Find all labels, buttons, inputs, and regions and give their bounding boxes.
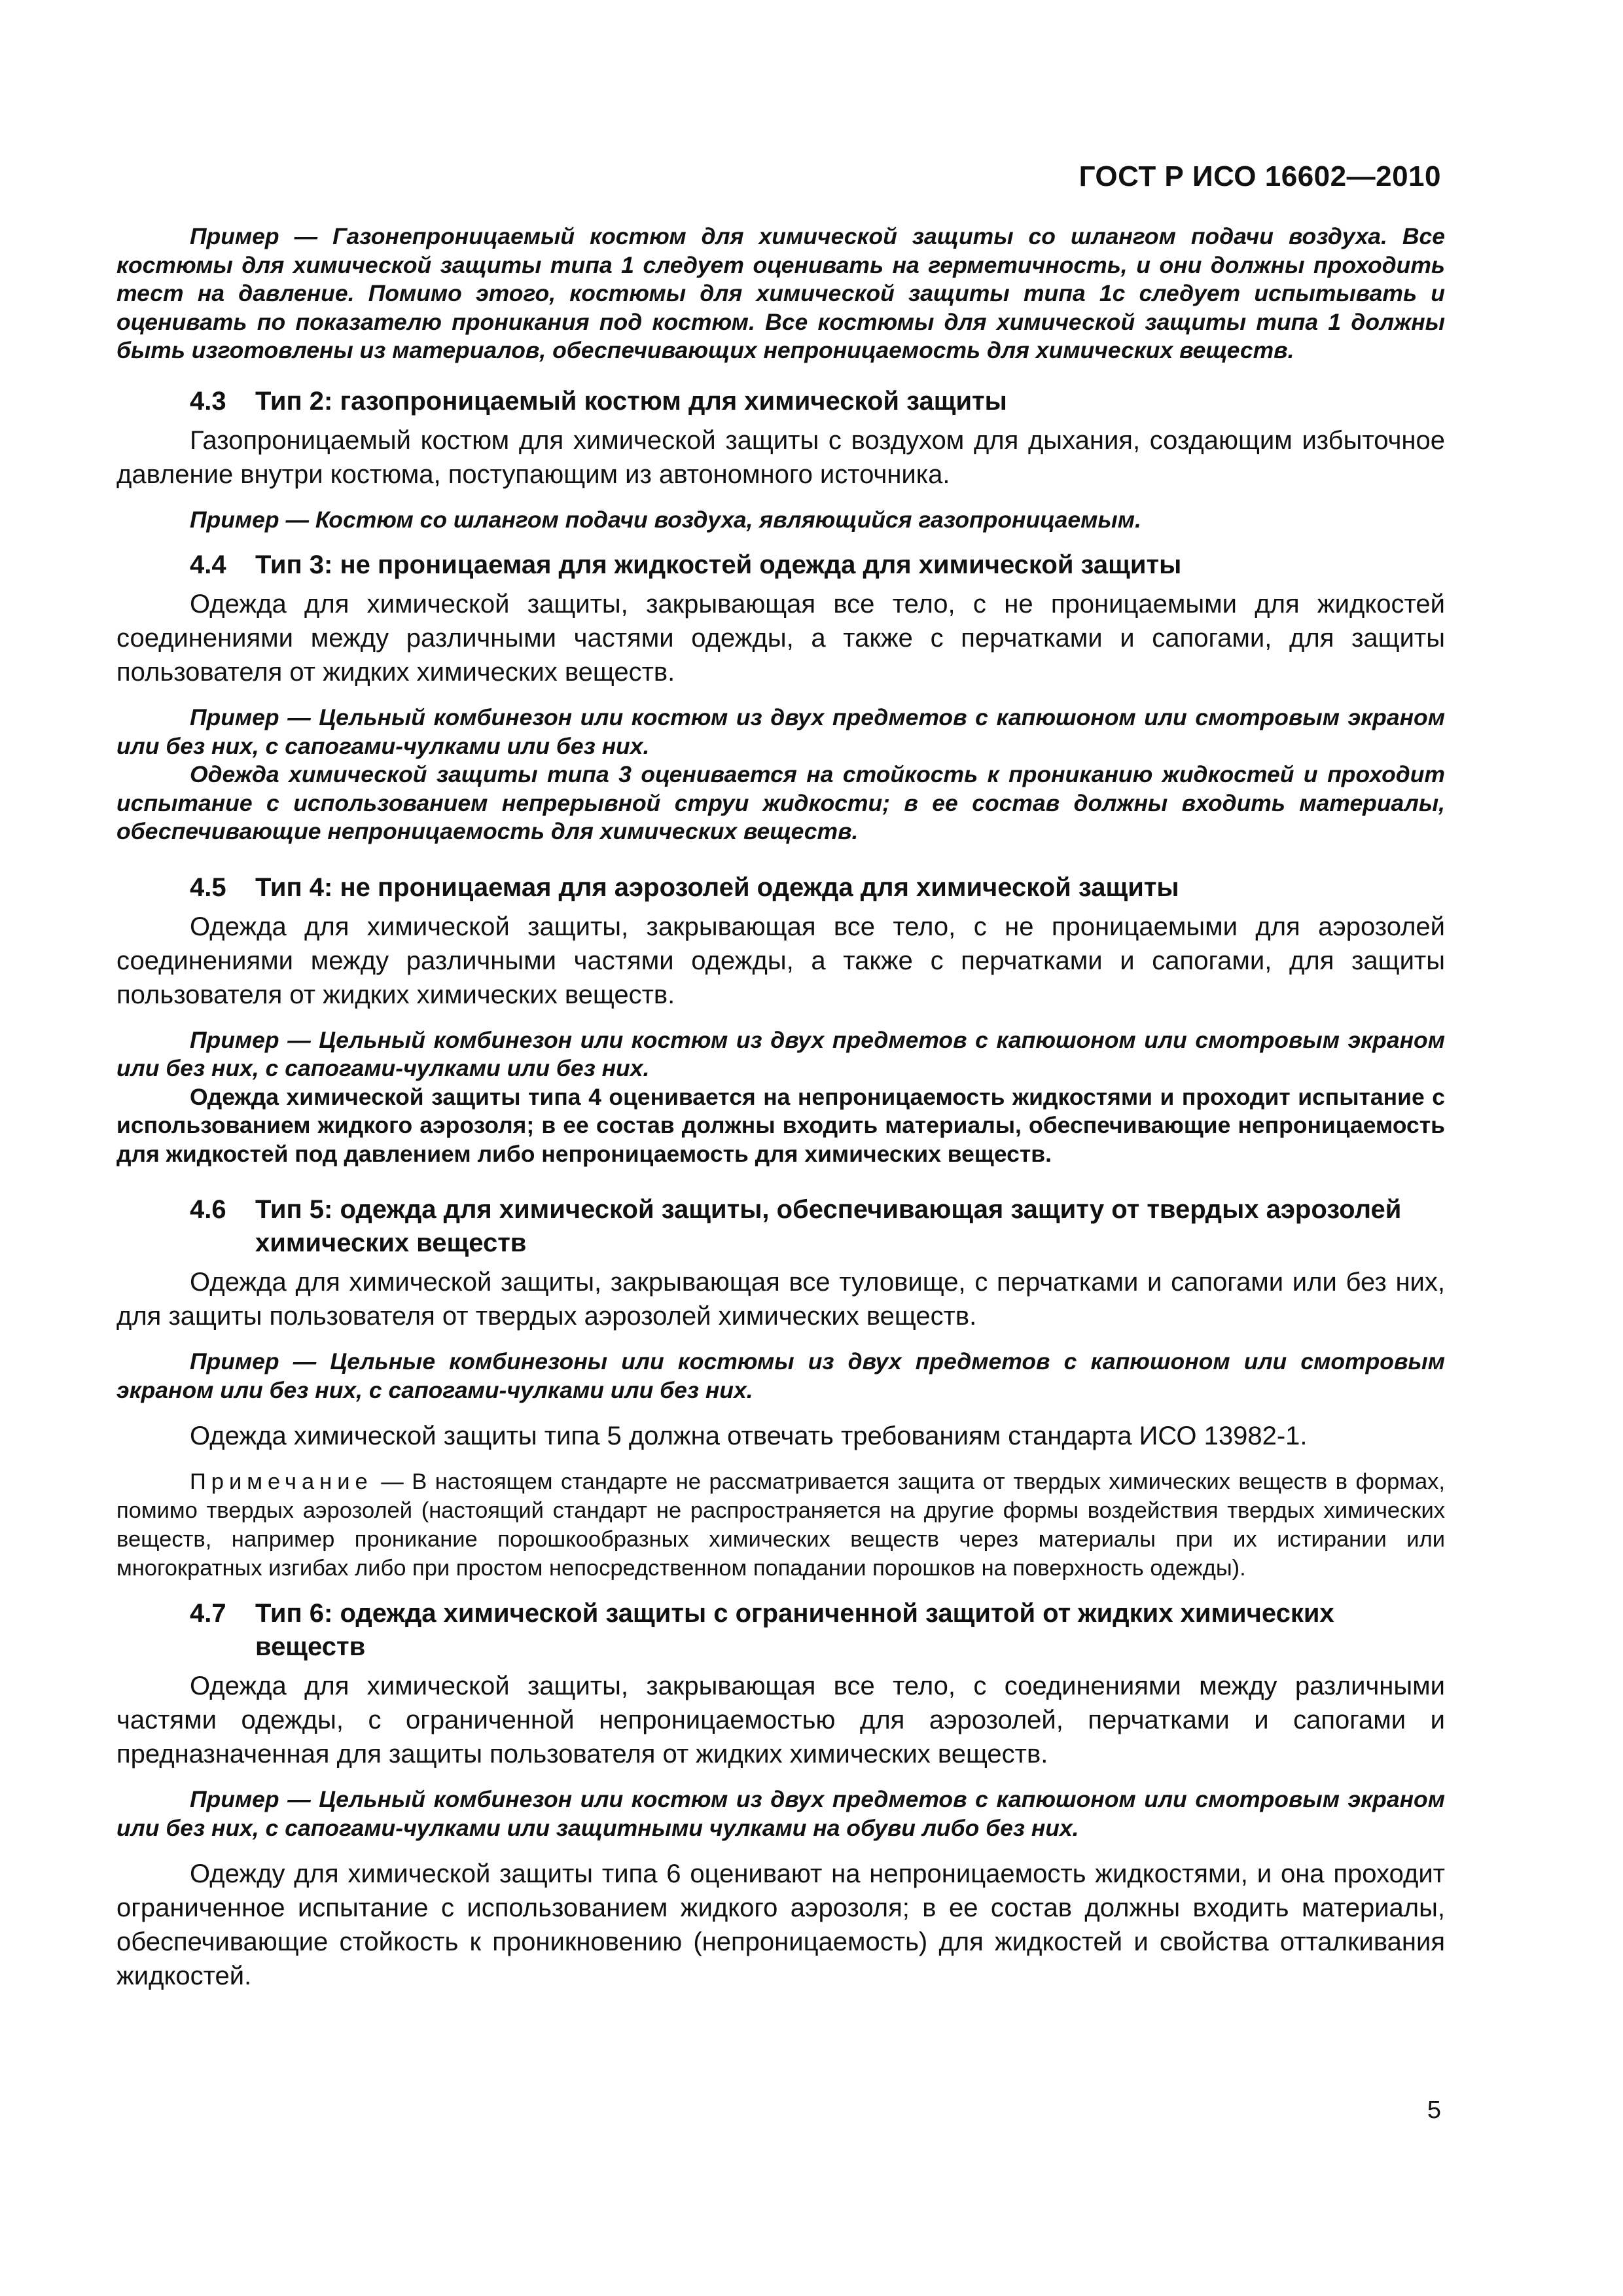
section-number: 4.3 <box>190 386 226 416</box>
section-number: 4.5 <box>190 872 226 902</box>
section-4-6-heading <box>116 1193 1445 1260</box>
section-4-4-body: Одежда для химической защиты, закрывающая все тело, с не проницаемыми для жидкостей соединениями между различными частями одежды, а также с перчатками и сапогами, для защиты пользователя от жидких химических веществ. <box>116 590 1445 687</box>
section-number: 4.7 <box>190 1599 226 1628</box>
section-4-5-example-continued: Одежда химической защиты типа 4 оценивается на непроницаемость жидкостями и проходит испытание с использованием жидкого аэрозоля; в ее состав должны входить материалы, обеспечивающие непроницаемость для жидкостей под давлением либо непроницаемость для химических веществ. <box>116 1083 1445 1167</box>
section-4-3-body: Газопроницаемый костюм для химической защиты с воздухом для дыхания, создающим избыточное давление внутри костюма, поступающим из автономного источника. <box>116 425 1445 489</box>
note-text: — В настоящем стандарте не рассматривается защита от твердых химических веществ в формах, помимо твердых аэрозолей (настоящий стандарт не распространяется на другие формы воздействия твердых химических веществ, например проникание порошкообразных химических веществ через материалы при их истирании или многократных изгибах либо при простом непосредственном попадании порошков на поверхность одежды). <box>116 1469 1445 1581</box>
section-number: 4.4 <box>190 550 226 579</box>
section-4-7-heading <box>116 1597 1445 1664</box>
page-content <box>116 223 1445 1993</box>
section-4-7-body: Одежда для химической защиты, закрывающая все тело, с соединениями между различными частями одежды, с ограниченной непроницаемостью для аэрозолей, перчатками и сапогами и предназначенная для защиты пользователя от жидких химических веществ. <box>116 1672 1445 1768</box>
document-id-header: ГОСТ Р ИСО 16602—2010 <box>1079 160 1441 192</box>
section-4-5-body: Одежда для химической защиты, закрывающая все тело, с не проницаемыми для аэрозолей соединениями между различными частями одежды, а также с перчатками и сапогами, для защиты пользователя от жидких химических веществ. <box>116 912 1445 1009</box>
section-4-6-body: Одежда для химической защиты, закрывающая все туловище, с перчатками и сапогами или без них, для защиты пользователя от твердых аэрозолей химических веществ. <box>116 1268 1445 1331</box>
section-4-4-example-continued: Одежда химической защиты типа 3 оценивается на стойкость к прониканию жидкостей и проходит испытание с использованием непрерывной струи жидкости; в ее состав должны входить материалы, обеспечивающие непроницаемость для химических веществ. <box>116 761 1445 844</box>
section-4-6-example: Пример — Цельные комбинезоны или костюмы из двух предметов с капюшоном или смотровым экраном или без них, с сапогами-чулками или без них. <box>116 1348 1445 1403</box>
page-number: 5 <box>1427 2096 1441 2124</box>
section-4-5-heading <box>116 871 1445 905</box>
section-title: Тип 6: одежда химической защиты с ограниченной защитой от жидких химических веществ <box>255 1599 1334 1661</box>
note-label: Примечание <box>190 1469 373 1494</box>
section-4-3-example: Пример — Костюм со шлангом подачи воздуха, являющийся газопроницаемым. <box>190 506 1141 533</box>
section-4-4-example: Пример — Цельный комбинезон или костюм из двух предметов с капюшоном или смотровым экраном или без них, с сапогами-чулками или без них. <box>116 704 1445 759</box>
section-4-3-heading <box>116 385 1445 418</box>
section-4-5-example: Пример — Цельный комбинезон или костюм из двух предметов с капюшоном или смотровым экраном или без них, с сапогами-чулками или без них. <box>116 1026 1445 1081</box>
section-title: Тип 2: газопроницаемый костюм для химической защиты <box>255 386 1007 416</box>
section-number: 4.6 <box>190 1195 226 1224</box>
section-title: Тип 3: не проницаемая для жидкостей одежда для химической защиты <box>255 550 1182 579</box>
section-4-4-heading <box>116 548 1445 582</box>
section-title: Тип 4: не проницаемая для аэрозолей одежда для химической защиты <box>255 872 1179 902</box>
section-4-6-body-2: Одежда химической защиты типа 5 должна отвечать требованиям стандарта ИСО 13982-1. <box>190 1422 1308 1450</box>
section-4-6-note <box>116 1467 1445 1583</box>
section-4-7-example: Пример — Цельный комбинезон или костюм из двух предметов с капюшоном или смотровым экраном или без них, с сапогами-чулками или защитными чулками на обуви либо без них. <box>116 1786 1445 1841</box>
example-type1: Пример — Газонепроницаемый костюм для химической защиты со шлангом подачи воздуха. Все костюмы для химической защиты типа 1 следует оценивать на герметичность, и они должны проходить тест на давление. Помимо этого, костюмы для химической защиты типа 1с следует испытывать и оценивать по показателю проникания под костюм. Все костюмы для химической защиты типа 1 должны быть изготовлены из материалов, обеспечивающих непроницаемость для химических веществ. <box>116 223 1445 363</box>
section-title: Тип 5: одежда для химической защиты, обеспечивающая защиту от твердых аэрозолей химических веществ <box>255 1195 1402 1257</box>
section-4-7-body-2: Одежду для химической защиты типа 6 оценивают на непроницаемость жидкостями, и она проходит ограниченное испытание с использованием жидкого аэрозоля; в ее состав должны входить материалы, обеспечивающие стойкость к проникновению (непроницаемость) для жидкостей и свойства отталкивания жидкостей. <box>116 1859 1445 1990</box>
